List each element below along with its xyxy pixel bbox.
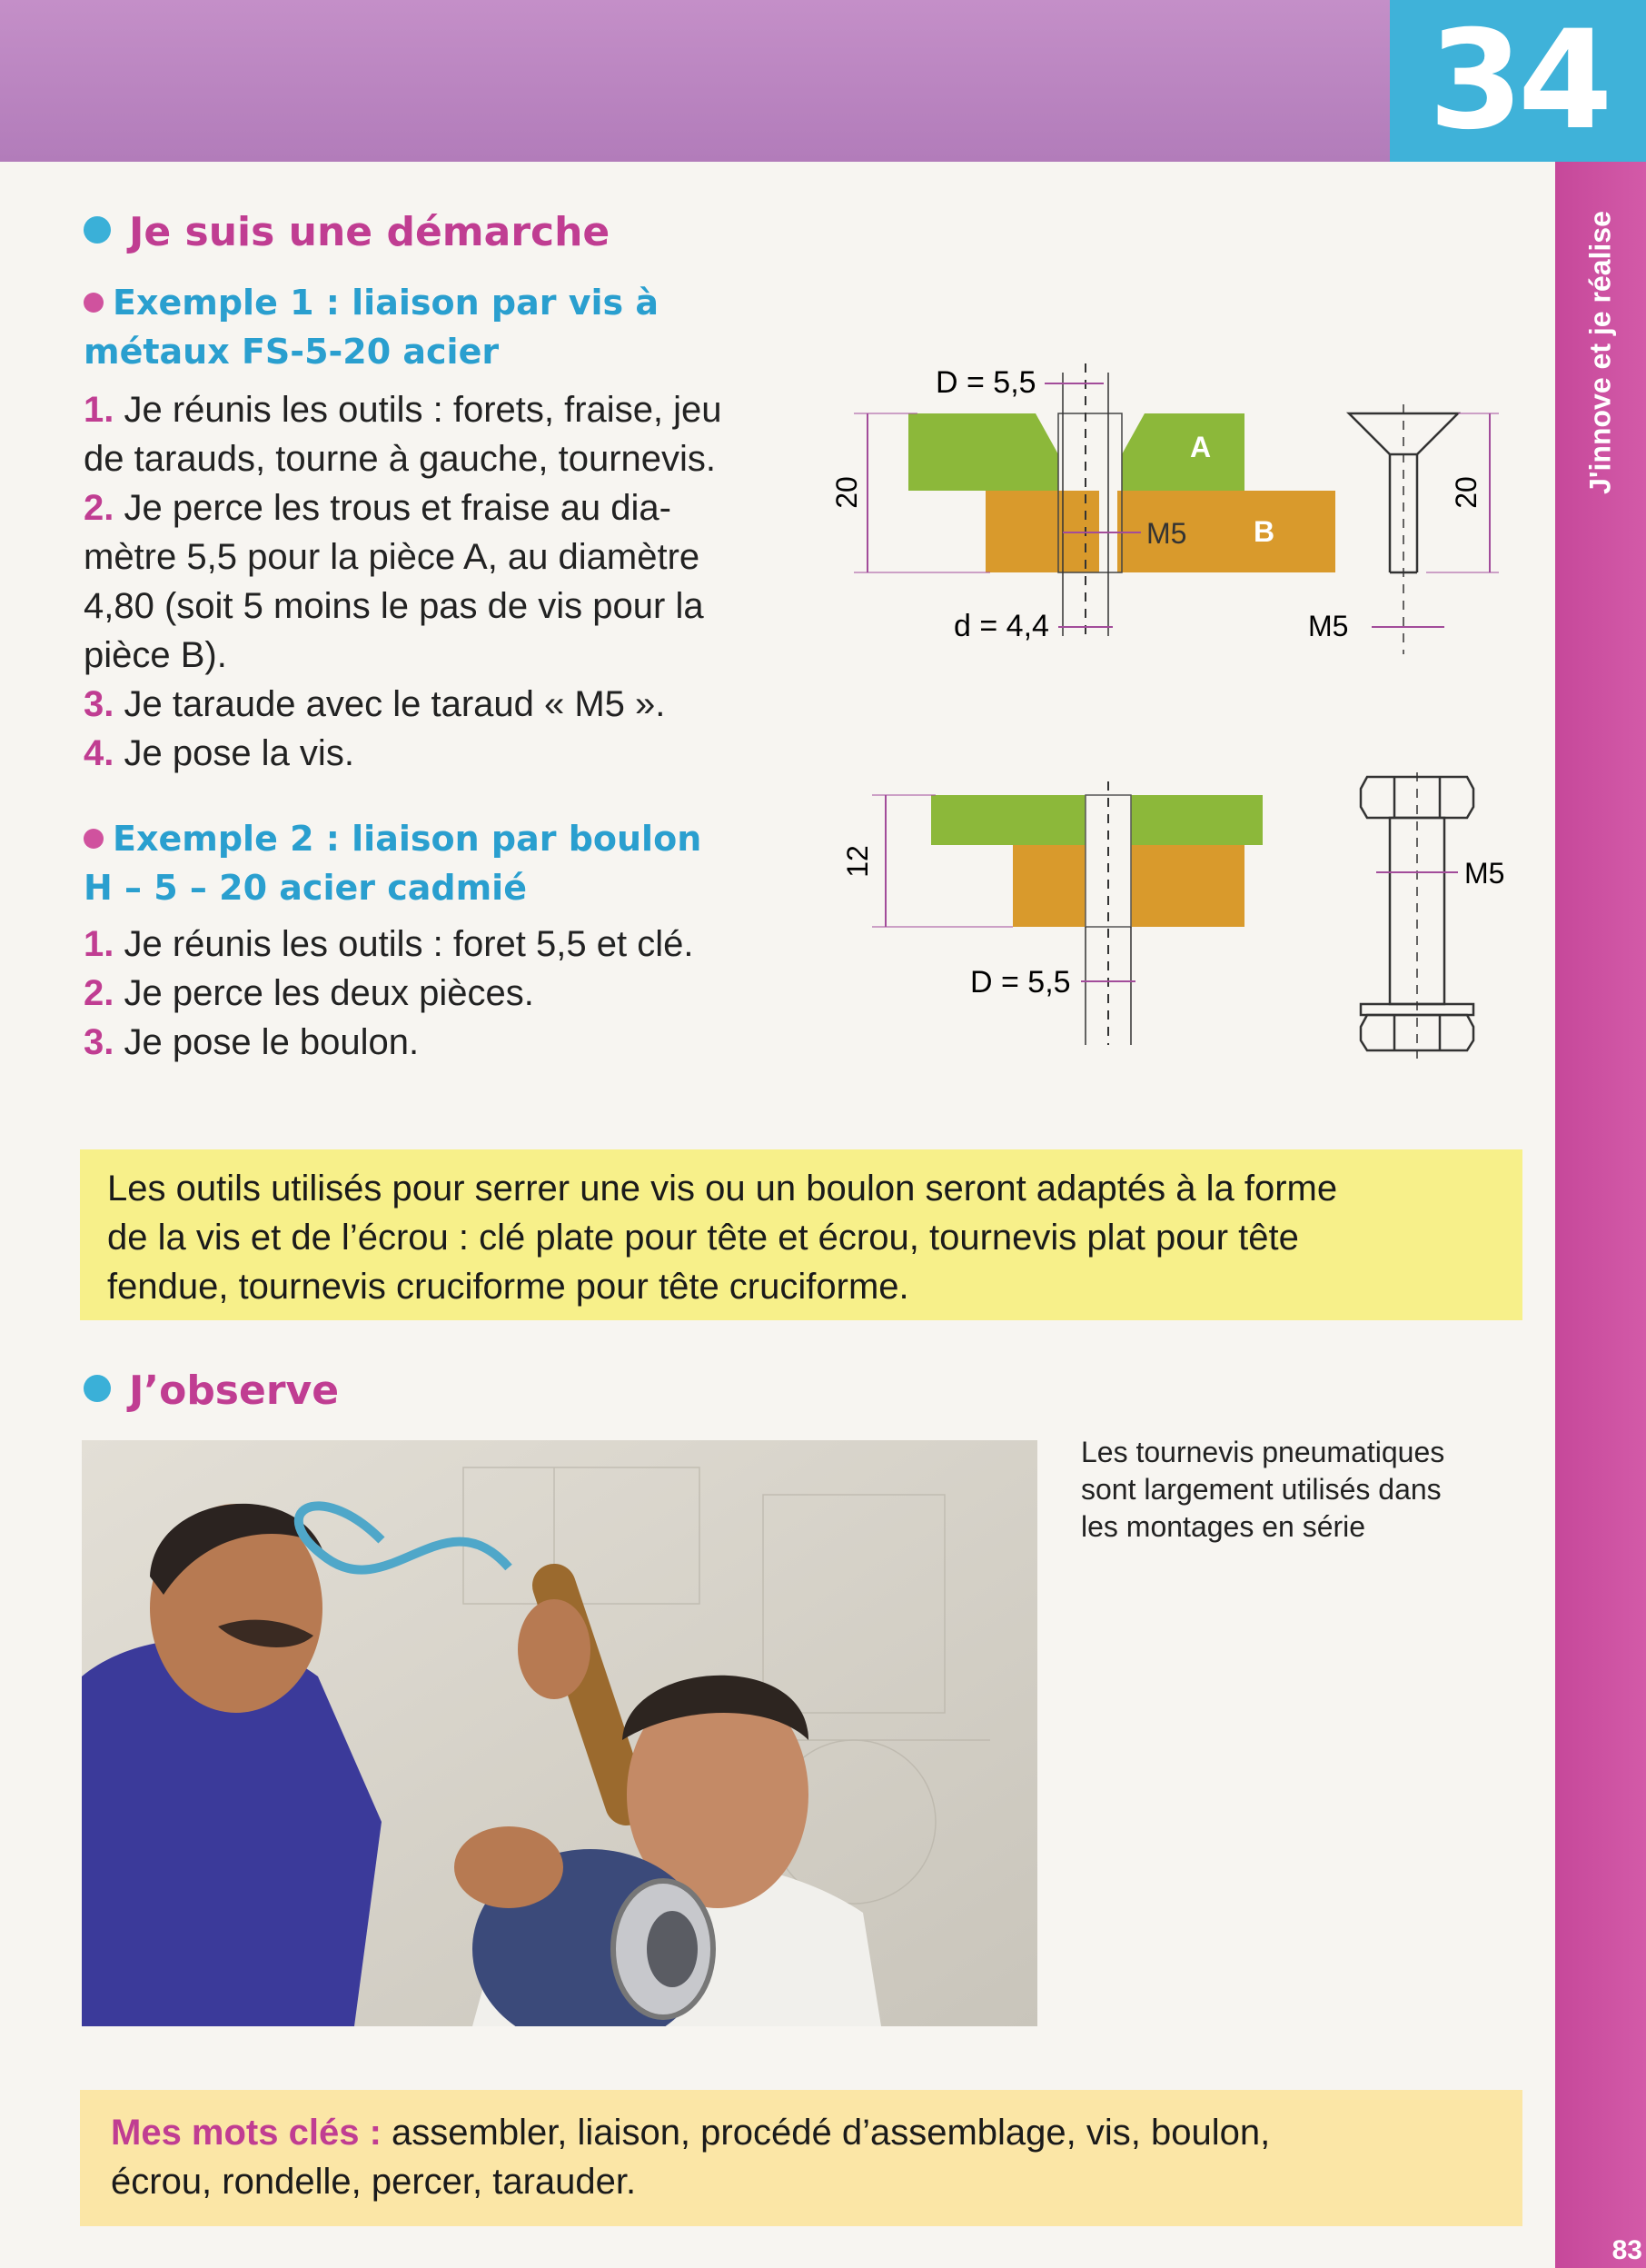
note-line: fendue, tournevis cruciforme pour tête cruciforme. <box>107 1267 909 1307</box>
example2-title: Exemple 2 : liaison par boulon H – 5 – 20 acier cadmié <box>84 819 702 908</box>
upper-plate <box>1131 795 1263 845</box>
diagram-bolt-assembly <box>818 772 1544 1063</box>
step-item: 3. Je taraude avec le taraud « M5 ». <box>84 684 666 724</box>
page-number: 83 <box>1611 2235 1642 2265</box>
piece-a <box>1122 413 1244 491</box>
bullet-icon <box>84 829 104 849</box>
dim-20-label: 20 <box>830 476 863 509</box>
keywords-box <box>80 2090 1522 2226</box>
caption-line: sont largement utilisés dans <box>1081 1473 1442 1506</box>
dim-M5-label: M5 <box>1146 517 1187 550</box>
lower-plate <box>1013 845 1086 927</box>
bullet-icon <box>84 293 104 313</box>
example1-steps <box>84 385 792 778</box>
dim-D-label: D = 5,5 <box>936 365 1036 400</box>
step-item: 2. Je perce les trous et fraise au dia- mètre 5,5 pour la pièce A, au diamètre 4,80 (soit 5 moins le pas de vis pour la pièce B). <box>84 488 704 675</box>
step-item: 1. Je réunis les outils : forets, fraise, jeu de tarauds, tourne à gauche, tournevis. <box>84 390 722 479</box>
label-b: B <box>1254 515 1275 548</box>
bullet-icon <box>84 216 111 244</box>
lower-plate <box>1131 845 1244 927</box>
workshop-photo <box>82 1440 1037 2026</box>
caption-line: les montages en série <box>1081 1510 1366 1543</box>
dim-12-label: 12 <box>841 845 874 878</box>
step-item: 4. Je pose la vis. <box>84 733 354 773</box>
example1-title: Exemple 1 : liaison par vis à métaux FS-5-20 acier <box>84 283 659 372</box>
sidebar-label: J'innove et je réalise <box>1583 211 1617 494</box>
step-item: 2. Je perce les deux pièces. <box>84 973 534 1013</box>
step-item: 3. Je pose le boulon. <box>84 1022 420 1062</box>
keywords-heading: Mes mots clés : <box>111 2113 382 2153</box>
piece-a <box>908 413 1058 491</box>
step-item: 1. Je réunis les outils : foret 5,5 et clé. <box>84 924 694 964</box>
screw-length-label: 20 <box>1450 476 1482 509</box>
photo-caption <box>1081 1434 1508 1546</box>
section-title-observe: J’observe <box>84 1368 339 1414</box>
chapter-number: 34 <box>1390 0 1646 162</box>
upper-plate <box>931 795 1086 845</box>
keywords-line1: assembler, liaison, procédé d’assemblage, vis, boulon, <box>381 2113 1271 2153</box>
keywords-line2: écrou, rondelle, percer, tarauder. <box>111 2162 637 2202</box>
bullet-icon <box>84 1375 111 1402</box>
screw-m5-label: M5 <box>1308 610 1349 642</box>
label-a: A <box>1190 431 1212 463</box>
diagram-screw-assembly <box>799 336 1544 681</box>
dim-d-label: d = 4,4 <box>954 609 1049 643</box>
note-box <box>80 1149 1522 1320</box>
note-line: Les outils utilisés pour serrer une vis ou un boulon seront adaptés à la forme <box>107 1169 1338 1209</box>
example2-steps <box>84 920 810 1067</box>
note-line: de la vis et de l’écrou : clé plate pour tête et écrou, tournevis plat pour tête <box>107 1218 1299 1258</box>
dim-D-label: D = 5,5 <box>970 965 1071 1000</box>
sidebar <box>1555 162 1646 2268</box>
top-band <box>0 0 1390 162</box>
section-title-demarche: Je suis une démarche <box>84 209 610 255</box>
bolt-m5-label: M5 <box>1464 857 1505 890</box>
caption-line: Les tournevis pneumatiques <box>1081 1436 1445 1468</box>
